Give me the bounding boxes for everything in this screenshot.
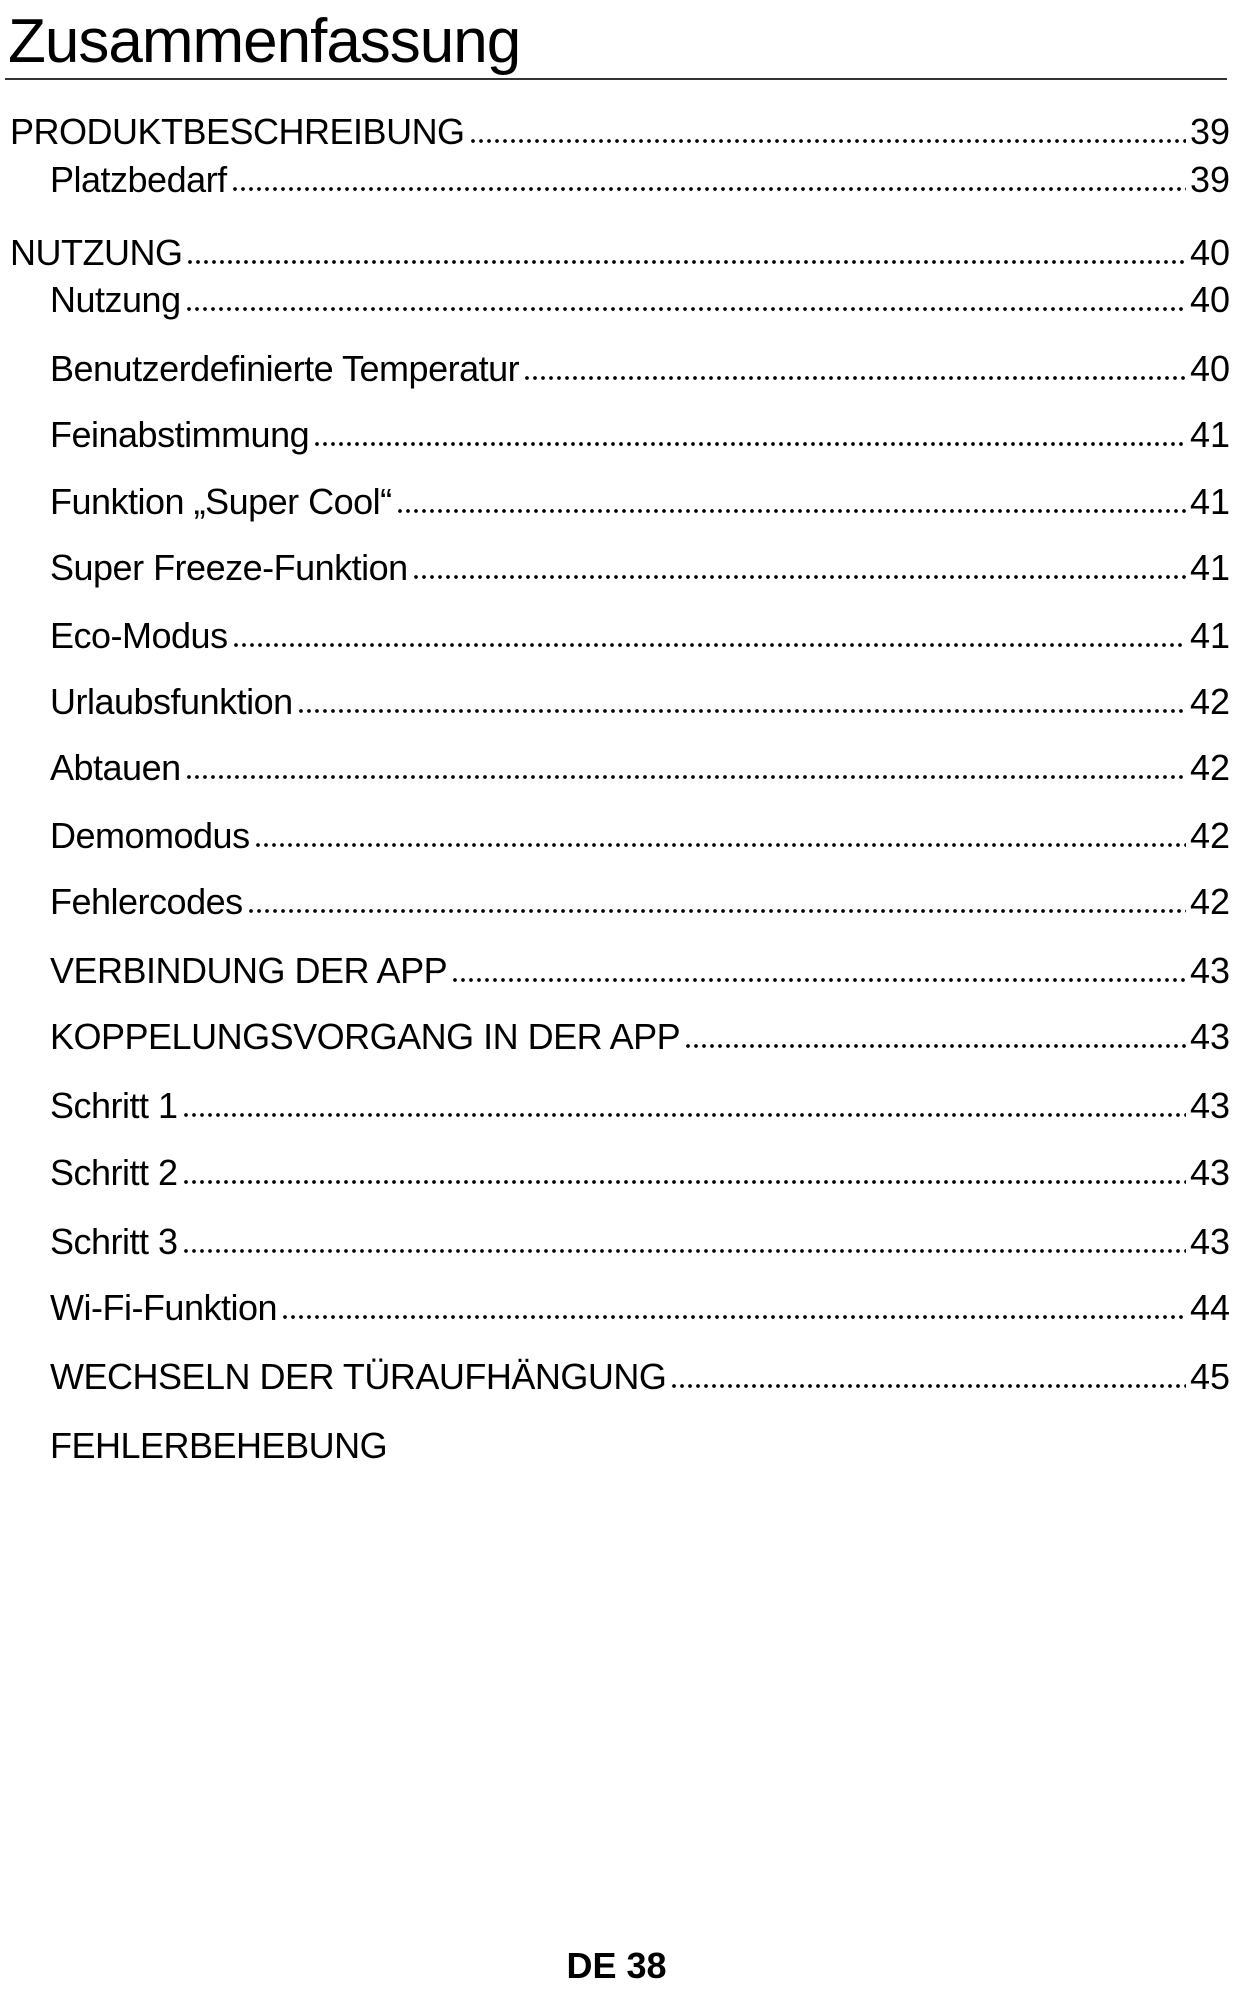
toc-entry-label: Nutzung	[50, 279, 181, 320]
toc-entry-page: 43	[1189, 1085, 1230, 1126]
toc-dot-leader	[182, 1111, 1186, 1119]
toc-entry-label: VERBINDUNG DER APP	[50, 950, 448, 991]
toc-dot-leader	[523, 374, 1186, 382]
toc-entry-label: WECHSELN DER TÜRAUFHÄNGUNG	[50, 1356, 667, 1397]
toc-entry-page: 43	[1189, 1221, 1230, 1262]
toc-entry-super-freeze[interactable]	[50, 540, 1230, 588]
toc-entry-label: Abtauen	[50, 747, 181, 788]
toc-entry-label: Funktion „Super Cool“	[50, 481, 392, 522]
toc-entry-page: 40	[1189, 232, 1230, 273]
toc-entry-koppelungsvorgang[interactable]	[50, 1009, 1230, 1057]
toc-dot-leader	[185, 305, 1186, 313]
toc-entry-eco-modus[interactable]	[50, 608, 1230, 656]
toc-entry-label: Super Freeze-Funktion	[50, 547, 408, 588]
toc-entry-label: Fehlercodes	[50, 881, 243, 922]
toc-entry-page: 41	[1189, 414, 1230, 455]
toc-entry-schritt-2[interactable]	[50, 1145, 1230, 1193]
toc-entry-label: Eco-Modus	[50, 615, 228, 656]
toc-entry-schritt-1[interactable]	[50, 1078, 1230, 1126]
toc-dot-leader	[182, 1247, 1186, 1255]
toc-entry-fehlerbehebung[interactable]	[50, 1418, 1230, 1466]
toc-entry-demomodus[interactable]	[50, 808, 1230, 856]
toc-entry-page: 40	[1189, 348, 1230, 389]
toc-entry-nutzung-section[interactable]	[10, 225, 1230, 273]
toc-dot-leader	[231, 185, 1186, 193]
toc-entry-urlaubsfunktion[interactable]	[50, 674, 1230, 722]
toc-entry-page: 42	[1189, 747, 1230, 788]
toc-entry-page: 39	[1189, 159, 1230, 200]
toc-entry-fehlercodes[interactable]	[50, 874, 1230, 922]
toc-dot-leader	[281, 1313, 1186, 1321]
toc-entry-produktbeschreibung[interactable]	[10, 104, 1230, 152]
page-title: Zusammenfassung	[8, 7, 521, 76]
toc-entry-benutzerdefinierte-temperatur[interactable]	[50, 341, 1230, 389]
toc-entry-label: KOPPELUNGSVORGANG IN DER APP	[50, 1016, 681, 1057]
toc-entry-page: 43	[1189, 1016, 1230, 1057]
page-number-footer: DE 38	[566, 1945, 667, 1986]
toc-entry-schritt-3[interactable]	[50, 1214, 1230, 1262]
toc-dot-leader	[297, 707, 1186, 715]
toc-dot-leader	[185, 773, 1186, 781]
toc-entry-abtauen[interactable]	[50, 740, 1230, 788]
toc-dot-leader	[313, 440, 1186, 448]
toc-entry-wechseln-der-tueraufhaengung[interactable]	[50, 1349, 1230, 1397]
toc-entry-page: 41	[1189, 481, 1230, 522]
toc-entry-page: 42	[1189, 815, 1230, 856]
toc-dot-leader	[412, 573, 1186, 581]
toc-entry-super-cool[interactable]	[50, 474, 1230, 522]
toc-entry-label: Feinabstimmung	[50, 414, 310, 455]
toc-entry-label: Demomodus	[50, 815, 250, 856]
toc-entry-label: Wi-Fi-Funktion	[50, 1287, 278, 1328]
toc-dot-leader	[469, 137, 1186, 145]
toc-dot-leader	[182, 1178, 1186, 1186]
toc-dot-leader	[186, 258, 1185, 266]
toc-entry-page: 42	[1189, 681, 1230, 722]
toc-entry-verbindung-der-app[interactable]	[50, 943, 1230, 991]
toc-entry-label: FEHLERBEHEBUNG	[50, 1425, 388, 1466]
toc-entry-label: Platzbedarf	[50, 159, 227, 200]
toc-entry-label: Schritt 3	[50, 1221, 178, 1262]
toc-entry-page: 41	[1189, 547, 1230, 588]
toc-entry-label: Urlaubsfunktion	[50, 681, 293, 722]
toc-entry-label: Schritt 2	[50, 1152, 178, 1193]
toc-dot-leader	[684, 1042, 1186, 1050]
toc-entry-label: Schritt 1	[50, 1085, 178, 1126]
toc-entry-page: 43	[1189, 950, 1230, 991]
toc-dot-leader	[396, 507, 1186, 515]
toc-dot-leader	[451, 976, 1186, 984]
toc-entry-page: 43	[1189, 1152, 1230, 1193]
toc-dot-leader	[247, 907, 1186, 915]
toc-entry-page: 39	[1189, 111, 1230, 152]
toc-entry-label: PRODUKTBESCHREIBUNG	[10, 111, 465, 152]
toc-entry-label: NUTZUNG	[10, 232, 183, 273]
toc-entry-page: 42	[1189, 881, 1230, 922]
toc-entry-page: 44	[1189, 1287, 1230, 1328]
toc-entry-label: Benutzerdefinierte Temperatur	[50, 348, 520, 389]
toc-entry-page: 41	[1189, 615, 1230, 656]
toc-entry-feinabstimmung[interactable]	[50, 407, 1230, 455]
toc-dot-leader	[232, 641, 1186, 649]
toc-dot-leader	[254, 841, 1186, 849]
toc-dot-leader	[670, 1382, 1186, 1390]
toc-entry-page: 45	[1189, 1356, 1230, 1397]
toc-entry-nutzung[interactable]	[50, 272, 1230, 320]
toc-entry-page: 40	[1189, 279, 1230, 320]
toc-entry-platzbedarf[interactable]	[50, 152, 1230, 200]
toc-entry-wifi-funktion[interactable]	[50, 1280, 1230, 1328]
